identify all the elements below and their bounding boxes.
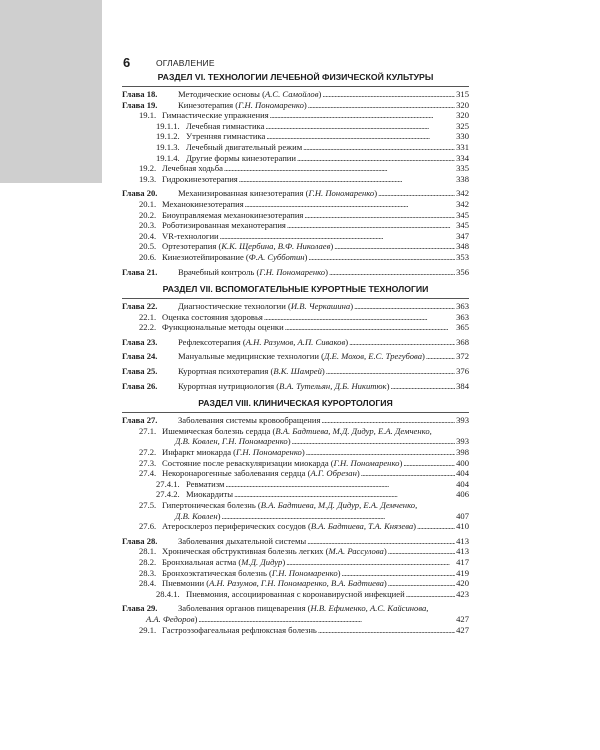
- toc-entry[interactable]: [122, 546, 469, 557]
- entry-page: 410: [456, 521, 469, 532]
- entry-line: [178, 301, 469, 312]
- entry-title: Д.В. Ковлен, Г.Н. Пономаренко): [175, 436, 291, 447]
- entry-authors: М.А. Рассулова: [328, 546, 384, 557]
- entry-line: [178, 267, 469, 278]
- entry-title: Механокинезотерапия: [162, 198, 244, 209]
- entry-title: Бронхиальная астма (М.Д. Дидур): [162, 556, 286, 567]
- entry-title: Пневмония, ассоциированная с коронавирусной инфекцией: [186, 588, 405, 599]
- leader-dots: [361, 468, 455, 479]
- section-heading: РАЗДЕЛ VII. ВСПОМОГАТЕЛЬНЫЕ КУРОРТНЫЕ ТЕХНОЛОГИИ: [122, 284, 469, 299]
- entry-title: Д.В. Ковлен): [175, 510, 221, 521]
- leader-dots: [388, 578, 455, 589]
- toc-entry[interactable]: [122, 625, 469, 636]
- leader-dots: [307, 536, 455, 547]
- running-head: ОГЛАВЛЕНИЕ: [156, 58, 215, 68]
- entry-line: [162, 568, 469, 579]
- entry-number: 19.1.2.: [156, 131, 180, 142]
- entry-authors: Г.Н. Пономаренко: [236, 447, 302, 458]
- toc-entry[interactable]: [122, 110, 469, 121]
- toc-entry[interactable]: [122, 557, 469, 568]
- toc-entry[interactable]: [122, 252, 469, 263]
- entry-page: 420: [456, 578, 469, 589]
- entry-number: 19.2.: [139, 163, 157, 174]
- entry-number: 27.4.1.: [156, 478, 180, 489]
- entry-line: [162, 210, 469, 221]
- entry-authors: В.А. Бадтиева, М.Д. Дидур, Е.А. Демченко,: [275, 425, 432, 436]
- toc-entry[interactable]: [122, 174, 469, 185]
- entry-line: [162, 426, 432, 436]
- entry-authors: Г.Н. Пономаренко: [271, 567, 338, 578]
- toc-entry[interactable]: [122, 366, 469, 377]
- entry-page: 393: [456, 436, 469, 447]
- entry-number: 22.1.: [139, 311, 157, 322]
- entry-title: Заболевания органов пищеварения (Н.В. Ефименко, А.С. Кайсинова,: [178, 603, 429, 614]
- entry-title: Диагностические технологии (И.В. Черкашина): [178, 301, 354, 312]
- entry-line: [162, 521, 469, 532]
- toc-entry[interactable]: [122, 458, 469, 469]
- entry-line: [186, 121, 469, 132]
- entry-page: 330: [456, 131, 469, 142]
- leader-dots: [349, 337, 455, 348]
- toc-entry[interactable]: [122, 231, 469, 242]
- entry-page: 423: [456, 588, 469, 599]
- entry-line: [162, 252, 469, 263]
- toc-entry[interactable]: [122, 536, 469, 547]
- entry-page: 372: [456, 351, 469, 362]
- entry-page: 406: [456, 489, 469, 500]
- toc-entry[interactable]: [122, 603, 469, 614]
- entry-line: [162, 231, 469, 242]
- entry-authors: К.К. Щербина, В.Ф. Николаев: [221, 241, 331, 252]
- entry-page: 413: [456, 546, 469, 557]
- entry-number: 19.1.3.: [156, 141, 180, 152]
- entry-authors: Н.В. Ефименко, А.С. Кайсинова,: [310, 603, 429, 614]
- entry-authors: Г.Н. Пономаренко: [259, 266, 326, 277]
- entry-page: 331: [456, 141, 469, 152]
- entry-page: 353: [456, 251, 469, 262]
- page-number: 6: [123, 55, 131, 70]
- entry-page: 342: [456, 198, 469, 209]
- entry-title: Курортная нутрициология (В.А. Тутельян, Д.Б. Никитюк): [178, 380, 390, 391]
- entry-number: Глава 19.: [122, 99, 158, 110]
- toc-entry[interactable]: [122, 188, 469, 199]
- leader-dots: [264, 312, 455, 323]
- entry-number: Глава 20.: [122, 188, 158, 199]
- entry-line: [162, 241, 469, 252]
- leader-dots: [322, 89, 455, 100]
- entry-number: Глава 23.: [122, 336, 158, 347]
- toc-entry[interactable]: [122, 121, 469, 132]
- entry-title: Другие формы кинезотерапии: [186, 152, 297, 163]
- entry-line: [162, 199, 469, 210]
- entry-page: 345: [456, 209, 469, 220]
- entry-authors: А.А. Федоров: [146, 613, 195, 624]
- entry-page: 338: [456, 173, 469, 184]
- toc-entry[interactable]: [122, 479, 469, 490]
- entry-page: 315: [456, 89, 469, 99]
- entry-title: Ревматизм: [186, 478, 225, 489]
- entry-page: 413: [456, 535, 469, 546]
- toc-entry[interactable]: [122, 436, 469, 447]
- entry-authors: В.А. Бадтиева, Т.А. Князева: [310, 521, 414, 532]
- toc-entry[interactable]: [122, 589, 469, 600]
- entry-page: 404: [456, 468, 469, 479]
- entry-title: Биоуправляемая механокинезотерапия: [162, 209, 304, 220]
- entry-line: [178, 415, 469, 426]
- entry-page: 334: [456, 152, 469, 163]
- entry-number: 19.1.1.: [156, 120, 180, 131]
- entry-title: Инфаркт миокарда (Г.Н. Пономаренко): [162, 447, 305, 458]
- toc-entry[interactable]: [122, 468, 469, 479]
- entry-title: Функциональные методы оценки: [162, 322, 284, 333]
- toc-entry[interactable]: [122, 100, 469, 111]
- toc-entry[interactable]: [122, 322, 469, 333]
- leader-dots: [287, 220, 455, 231]
- entry-title: Лечебная ходьба: [162, 163, 223, 174]
- entry-page: 320: [456, 99, 469, 110]
- entry-line: [186, 589, 469, 600]
- entry-number: Глава 27.: [122, 415, 158, 426]
- entry-number: Глава 18.: [122, 89, 158, 99]
- entry-number: 27.2.: [139, 447, 157, 458]
- toc-entry[interactable]: [122, 142, 469, 153]
- toc-entry[interactable]: [122, 220, 469, 231]
- entry-page: 427: [456, 624, 469, 635]
- entry-number: 28.3.: [139, 567, 157, 578]
- entry-line: [175, 436, 469, 447]
- entry-number: 27.4.2.: [156, 489, 180, 500]
- entry-number: 28.2.: [139, 556, 157, 567]
- entry-line: [186, 131, 469, 142]
- entry-line: [162, 578, 469, 589]
- entry-page: 348: [456, 241, 469, 252]
- entry-number: 20.4.: [139, 230, 157, 241]
- toc-entry[interactable]: [122, 578, 469, 589]
- toc-entry[interactable]: [122, 614, 469, 625]
- entry-line: [178, 89, 469, 100]
- entry-authors: Ф.А. Субботин: [248, 251, 305, 262]
- entry-number: Глава 22.: [122, 301, 158, 312]
- entry-line: [162, 312, 469, 323]
- leader-dots: [221, 511, 455, 522]
- entry-line: [162, 163, 469, 174]
- entry-number: 20.3.: [139, 220, 157, 231]
- entry-number: 20.1.: [139, 198, 157, 209]
- leader-dots: [417, 521, 455, 532]
- entry-line: [178, 100, 469, 111]
- entry-authors: Д.В. Ковлен, Г.Н. Пономаренко: [175, 436, 288, 447]
- entry-title: Состояние после реваскуляризации миокарда (Г.Н. Пономаренко): [162, 457, 403, 468]
- leader-dots: [286, 557, 455, 568]
- entry-authors: Г.Н. Пономаренко: [238, 99, 304, 110]
- leader-dots: [426, 351, 455, 362]
- entry-authors: В.К. Шамрей: [273, 366, 322, 377]
- entry-number: 27.1.: [139, 425, 157, 436]
- toc-entry[interactable]: [122, 241, 469, 252]
- leader-dots: [234, 489, 455, 500]
- leader-dots: [245, 199, 455, 210]
- toc-entry[interactable]: [122, 426, 469, 437]
- entry-number: Глава 21.: [122, 266, 158, 277]
- toc-entry[interactable]: [122, 351, 469, 362]
- leader-dots: [297, 153, 455, 164]
- entry-title: Ортезотерапия (К.К. Щербина, В.Ф. Николаев): [162, 241, 334, 252]
- entry-title: Пневмонии (А.Н. Разумов, Г.Н. Пономаренко, В.А. Бадтиева): [162, 578, 387, 589]
- entry-number: 20.5.: [139, 241, 157, 252]
- entry-number: Глава 25.: [122, 366, 158, 377]
- entry-line: [186, 142, 469, 153]
- entry-page: 345: [456, 220, 469, 231]
- entry-title: Рефлексотерапия (А.Н. Разумов, А.П. Сиваков): [178, 336, 349, 347]
- entry-number: 28.1.: [139, 546, 157, 557]
- leader-dots: [321, 415, 455, 426]
- toc-entry[interactable]: [122, 131, 469, 142]
- entry-title: Утренняя гимнастика: [186, 131, 266, 142]
- toc-entry[interactable]: [122, 521, 469, 532]
- entry-title: Заболевания дыхательной системы: [178, 535, 307, 546]
- entry-title: Некоронарогенные заболевания сердца (А.Г. Обрезан): [162, 468, 360, 479]
- entry-number: 29.1.: [139, 624, 157, 635]
- entry-title: Бронхоэктатическая болезнь (Г.Н. Пономаренко): [162, 567, 341, 578]
- entry-title: Ишемическая болезнь сердца (В.А. Бадтиева, М.Д. Дидур, Е.А. Демченко,: [162, 425, 432, 436]
- entry-page: 398: [456, 447, 469, 458]
- entry-number: 22.2.: [139, 322, 157, 333]
- entry-title: VR-технологии: [162, 230, 219, 241]
- entry-title: Миокардиты: [186, 489, 234, 500]
- entry-authors: А.Г. Обрезан: [310, 468, 357, 479]
- entry-authors: Г.Н. Пономаренко: [308, 188, 375, 199]
- entry-number: 28.4.1.: [156, 588, 180, 599]
- entry-page: 404: [456, 478, 469, 489]
- leader-dots: [285, 322, 455, 333]
- entry-number: Глава 26.: [122, 380, 158, 391]
- section-heading: РАЗДЕЛ VI. ТЕХНОЛОГИИ ЛЕЧЕБНОЙ ФИЗИЧЕСКОЙ КУЛЬТУРЫ: [122, 72, 469, 87]
- entry-title: А.А. Федоров): [146, 613, 198, 624]
- leader-dots: [326, 366, 455, 377]
- entry-number: 27.5.: [139, 500, 157, 510]
- entry-line: [162, 468, 469, 479]
- entry-page: 417: [456, 556, 469, 567]
- leader-dots: [334, 241, 455, 252]
- toc-entry[interactable]: [122, 153, 469, 164]
- leader-dots: [239, 174, 455, 185]
- leader-dots: [329, 267, 455, 278]
- entry-title: Механизированная кинезотерапия (Г.Н. Пономаренко): [178, 188, 378, 199]
- entry-title: Лечебная гимнастика: [186, 120, 265, 131]
- entry-title: Курортная психотерапия (В.К. Шамрей): [178, 366, 325, 377]
- leader-dots: [224, 163, 455, 174]
- entry-number: 19.1.: [139, 110, 157, 121]
- entry-authors: И.В. Черкашина: [290, 301, 351, 312]
- entry-title: Гимнастические упражнения: [162, 110, 269, 121]
- toc-entry[interactable]: [122, 199, 469, 210]
- entry-line: [162, 322, 469, 333]
- section-heading: РАЗДЕЛ VIII. КЛИНИЧЕСКАЯ КУРОРТОЛОГИЯ: [122, 398, 469, 413]
- toc-entry[interactable]: [122, 447, 469, 458]
- toc-entry[interactable]: [122, 267, 469, 278]
- leader-dots: [306, 447, 455, 458]
- entry-line: [178, 188, 469, 199]
- entry-title: Лечебный двигательный режим: [186, 141, 303, 152]
- entry-number: 28.4.: [139, 578, 157, 589]
- toc-entry[interactable]: [122, 337, 469, 348]
- leader-dots: [220, 231, 455, 242]
- entry-number: 19.1.4.: [156, 152, 180, 163]
- entry-page: 419: [456, 567, 469, 578]
- entry-line: [178, 337, 469, 348]
- entry-authors: А.С. Самойлов: [264, 89, 319, 99]
- leader-dots: [318, 625, 455, 636]
- entry-authors: Д.Е. Мохов, Е.С. Трегубова: [324, 351, 422, 362]
- entry-authors: А.Н. Разумов, А.П. Сиваков: [245, 336, 346, 347]
- entry-page: 363: [456, 301, 469, 312]
- entry-line: [162, 447, 469, 458]
- leader-dots: [378, 188, 455, 199]
- leader-dots: [304, 210, 455, 221]
- entry-title: Заболевания системы кровообращения: [178, 415, 321, 426]
- entry-authors: М.Д. Дидур: [241, 556, 283, 567]
- entry-line: [178, 381, 469, 392]
- entry-title: Атеросклероз периферических сосудов (В.А. Бадтиева, Т.А. Князева): [162, 521, 417, 532]
- leader-dots: [292, 436, 456, 447]
- toc-entry[interactable]: [122, 210, 469, 221]
- entry-page: 335: [456, 163, 469, 174]
- toc-entry[interactable]: [122, 301, 469, 312]
- entry-page: 384: [456, 380, 469, 391]
- entry-number: 27.4.: [139, 468, 157, 479]
- entry-title: Гипертоническая болезнь (В.А. Бадтиева, М.Д. Дидур, Е.А. Демченко,: [162, 500, 418, 510]
- entry-line: [178, 536, 469, 547]
- leader-dots: [390, 381, 455, 392]
- entry-page: 400: [456, 457, 469, 468]
- toc-entry[interactable]: [122, 163, 469, 174]
- entry-authors: Г.Н. Пономаренко: [333, 457, 400, 468]
- leader-dots: [354, 301, 455, 312]
- entry-title: Мануальные медицинские технологии (Д.Е. Мохов, Е.С. Трегубова): [178, 351, 425, 362]
- entry-page: 347: [456, 230, 469, 241]
- entry-line: [162, 110, 469, 121]
- entry-line: [162, 458, 469, 469]
- toc-entry[interactable]: [122, 381, 469, 392]
- entry-title: Кинезиотейпирование (Ф.А. Субботин): [162, 251, 308, 262]
- entry-title: Кинезотерапия (Г.Н. Пономаренко): [178, 99, 307, 110]
- entry-number: 27.6.: [139, 521, 157, 532]
- entry-line: [162, 625, 469, 636]
- entry-title: Роботизированная механотерапия: [162, 220, 286, 231]
- entry-title: Хроническая обструктивная болезнь легких (М.А. Рассулова): [162, 546, 387, 557]
- entry-page: 363: [456, 311, 469, 322]
- entry-page: 365: [456, 322, 469, 333]
- entry-page: 393: [456, 415, 469, 426]
- entry-title: Методические основы (А.С. Самойлов): [178, 89, 322, 99]
- leader-dots: [342, 568, 456, 579]
- toc-entry[interactable]: [122, 568, 469, 579]
- entry-page: 407: [456, 510, 469, 521]
- leader-dots: [403, 458, 455, 469]
- toc-entry[interactable]: [122, 415, 469, 426]
- entry-line: [162, 500, 417, 510]
- entry-page: 368: [456, 336, 469, 347]
- entry-title: Оценка состояния здоровья: [162, 311, 263, 322]
- entry-authors: В.А. Тутельян, Д.Б. Никитюк: [279, 380, 387, 391]
- entry-page: 376: [456, 366, 469, 377]
- entry-title: Гидрокинезотерапия: [162, 173, 238, 184]
- toc-entry[interactable]: [122, 312, 469, 323]
- entry-title: Гастроэзофагеальная рефлюксная болезнь: [162, 624, 317, 635]
- entry-number: 19.3.: [139, 173, 157, 184]
- page-side-bar: [0, 0, 102, 183]
- toc-entry[interactable]: [122, 511, 469, 522]
- entry-authors: Д.В. Ковлен: [175, 510, 218, 521]
- table-of-contents: [122, 72, 469, 635]
- leader-dots: [308, 252, 455, 263]
- entry-line: [178, 351, 469, 362]
- leader-dots: [308, 100, 455, 111]
- entry-title: Врачебный контроль (Г.Н. Пономаренко): [178, 266, 328, 277]
- entry-page: 356: [456, 266, 469, 277]
- entry-line: [162, 557, 469, 568]
- leader-dots: [406, 589, 455, 600]
- entry-line: [146, 614, 469, 625]
- leader-dots: [388, 546, 455, 557]
- entry-line: [162, 546, 469, 557]
- entry-number: Глава 24.: [122, 351, 158, 362]
- entry-page: 342: [456, 188, 469, 199]
- entry-line: [178, 366, 469, 377]
- leader-dots: [303, 142, 455, 153]
- entry-line: [186, 479, 469, 490]
- entry-line: [186, 153, 469, 164]
- leader-dots: [225, 479, 455, 490]
- leader-dots: [198, 614, 455, 625]
- leader-dots: [270, 110, 455, 121]
- entry-line: [162, 220, 469, 231]
- leader-dots: [266, 131, 455, 142]
- toc-entry[interactable]: [122, 500, 469, 511]
- entry-number: 20.2.: [139, 209, 157, 220]
- entry-number: Глава 29.: [122, 603, 158, 614]
- toc-entry[interactable]: [122, 489, 469, 500]
- entry-page: 320: [456, 110, 469, 121]
- entry-authors: А.Н. Разумов, Г.Н. Пономаренко, В.А. Бадтиева: [209, 578, 384, 589]
- entry-authors: В.А. Бадтиева, М.Д. Дидур, Е.А. Демченко,: [260, 500, 418, 510]
- entry-number: Глава 28.: [122, 535, 158, 546]
- entry-line: [186, 489, 469, 500]
- toc-entry[interactable]: [122, 89, 469, 100]
- leader-dots: [265, 121, 455, 132]
- entry-line: [175, 511, 469, 522]
- entry-line: [178, 603, 428, 613]
- entry-page: 325: [456, 120, 469, 131]
- entry-page: 427: [456, 613, 469, 624]
- entry-line: [162, 174, 469, 185]
- entry-number: 20.6.: [139, 251, 157, 262]
- entry-number: 27.3.: [139, 457, 157, 468]
